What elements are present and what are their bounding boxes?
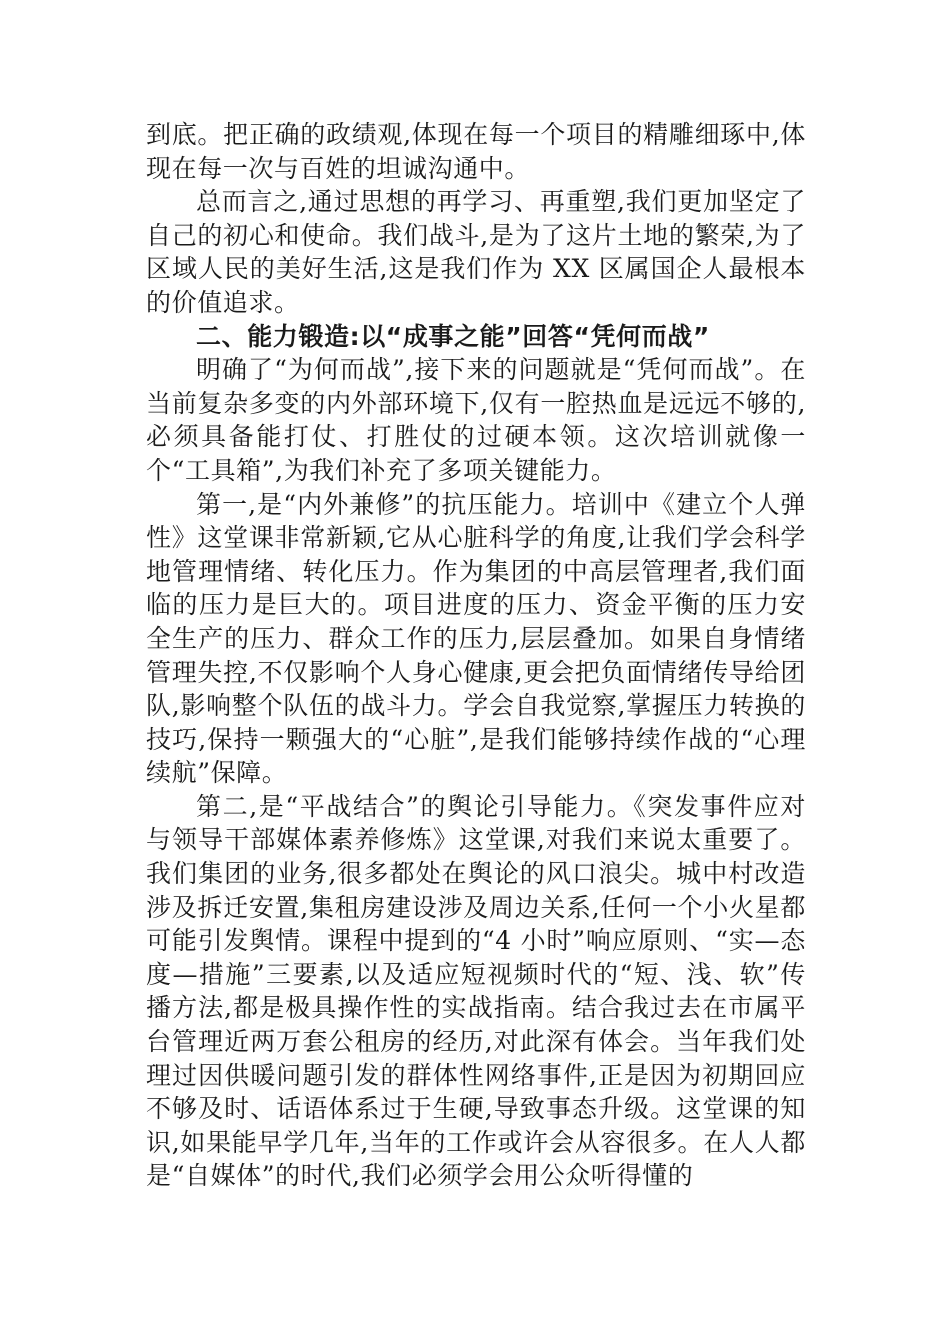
paragraph-point-two: 第二,是“平战结合”的舆论引导能力。《突发事件应对与领导干部媒体素养修炼》这堂课,对我们来说太重要了。我们集团的业务,很多都处在舆论的风口浪尖。城中村改造涉及拆迁安置,集租房建设涉及周边关系,任何一个小火星都可能引发舆情。课程中提到的“4 小时”响应原则、“实—态度—措施”三要素,以及适应短视频时代的“短、浅、软”传播方法,都是极具操作性的实战指南。结合我过去在市属平台管理近两万套公租房的经历,对此深有体会。当年我们处理过因供暖问题引发的群体性网络事件,正是因为初期回应不够及时、话语体系过于生硬,导致事态升级。这堂课的知识,如果能早学几年,当年的工作或许会从容很多。在人人都是“自媒体”的时代,我们必须学会用公众听得懂的 [146, 791, 806, 1191]
paragraph-continuation: 到底。把正确的政绩观,体现在每一个项目的精雕细琢中,体现在每一次与百姓的坦诚沟通中。 [146, 120, 806, 183]
paragraph-point-one: 第一,是“内外兼修”的抗压能力。培训中《建立个人弹性》这堂课非常新颖,它从心脏科学的角度,让我们学会科学地管理情绪、转化压力。作为集团的中高层管理者,我们面临的压力是巨大的。项目进度的压力、资金平衡的压力安全生产的压力、群众工作的压力,层层叠加。如果自身情绪管理失控,不仅影响个人身心健康,更会把负面情绪传导给团队,影响整个队伍的战斗力。学会自我觉察,掌握压力转换的技巧,保持一颗强大的“心脏”,是我们能够持续作战的“心理续航”保障。 [146, 489, 806, 788]
section-heading: 二、能力锻造:以“成事之能”回答“凭何而战” [196, 321, 710, 351]
paragraph-summary: 总而言之,通过思想的再学习、再重塑,我们更加坚定了自己的初心和使命。我们战斗,是为了这片土地的繁荣,为了区域人民的美好生活,这是我们作为 XX 区属国企人最根本的价值追求。 [146, 187, 806, 317]
paragraph-intro: 明确了“为何而战”,接下来的问题就是“凭何而战”。在当前复杂多变的内外部环境下,仅有一腔热血是远远不够的,必须具备能打仗、打胜仗的过硬本领。这次培训就像一个“工具箱”,为我们补充了多项关键能力。 [146, 355, 806, 485]
document-page [146, 118, 806, 1193]
